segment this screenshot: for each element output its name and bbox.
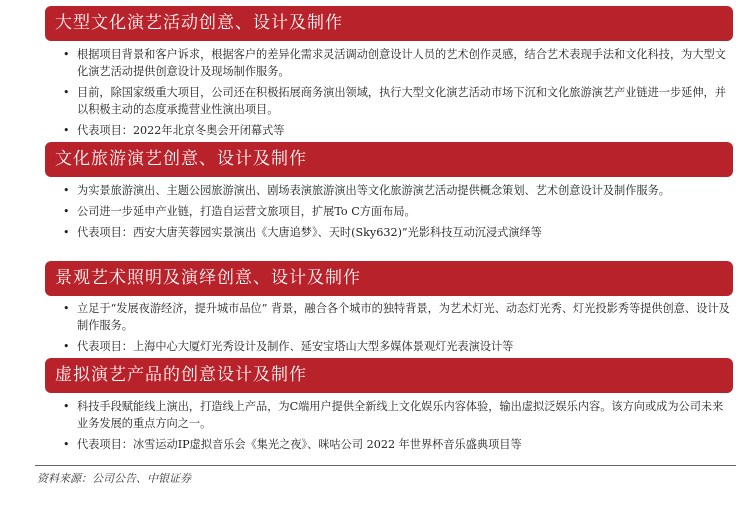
section-2-title: 文化旅游演艺创意、设计及制作	[45, 142, 733, 177]
section-1-bullet-3: • 代表项目：2022年北京冬奥会开闭幕式等	[60, 122, 730, 139]
section-1-title: 大型文化演艺活动创意、设计及制作	[45, 6, 733, 41]
section-2-bullet-2: • 公司进一步延申产业链，打造自运营文旅项目，扩展To C方面布局。	[60, 203, 730, 220]
section-3-bullet-1: • 立足于“发展夜游经济，提升城市品位” 背景，融合各个城市的独特背景，为艺术灯光、动态灯光秀、灯光投影秀等提供创意、设计及制作服务。	[60, 300, 730, 334]
section-1-bullet-2: • 目前，除国家级重大项目，公司还在积极拓展商务演出领域，执行大型文化演艺活动市场下沉和文化旅游演艺产业链进一步延伸，并以积极主动的态度承揽营业性演出项目。	[60, 84, 730, 118]
section-4-bullet-1: • 科技手段赋能线上演出，打造线上产品，为C端用户提供全新线上文化娱乐内容体验，输出虚拟泛娱乐内容。该方向或成为公司未来业务发展的重点方向之一。	[60, 398, 730, 432]
section-2-bullet-1: • 为实景旅游演出、主题公园旅游演出、剧场表演旅游演出等文化旅游演艺活动提供概念策划、艺术创意设计及制作服务。	[60, 182, 730, 199]
footer-divider	[35, 465, 736, 466]
source-note: 资料来源：公司公告、中银证券	[37, 472, 191, 485]
section-4-bullets	[60, 398, 730, 457]
section-4-bullet-2: • 代表项目：冰雪运动IP虚拟音乐会《集光之夜》、咪咕公司 2022 年世界杯音乐盛典项目等	[60, 436, 730, 453]
section-3-bullet-2: • 代表项目：上海中心大厦灯光秀设计及制作、延安宝塔山大型多媒体景观灯光表演设计等	[60, 338, 730, 355]
section-2-bullets	[60, 182, 730, 245]
section-3-title: 景观艺术照明及演绎创意、设计及制作	[45, 261, 733, 296]
section-4-title: 虚拟演艺产品的创意设计及制作	[45, 358, 733, 393]
section-2-bullet-3: • 代表项目：西安大唐芙蓉园实景演出《大唐追梦》、天时(Sky632)”光影科技互动沉浸式演绎等	[60, 224, 730, 241]
section-1-bullet-1: • 根据项目背景和客户诉求，根据客户的差异化需求灵活调动创意设计人员的艺术创作灵感，结合艺术表现手法和文化科技，为大型文化演艺活动提供创意设计及现场制作服务。	[60, 46, 730, 80]
section-3-bullets	[60, 300, 730, 359]
section-1-bullets	[60, 46, 730, 143]
